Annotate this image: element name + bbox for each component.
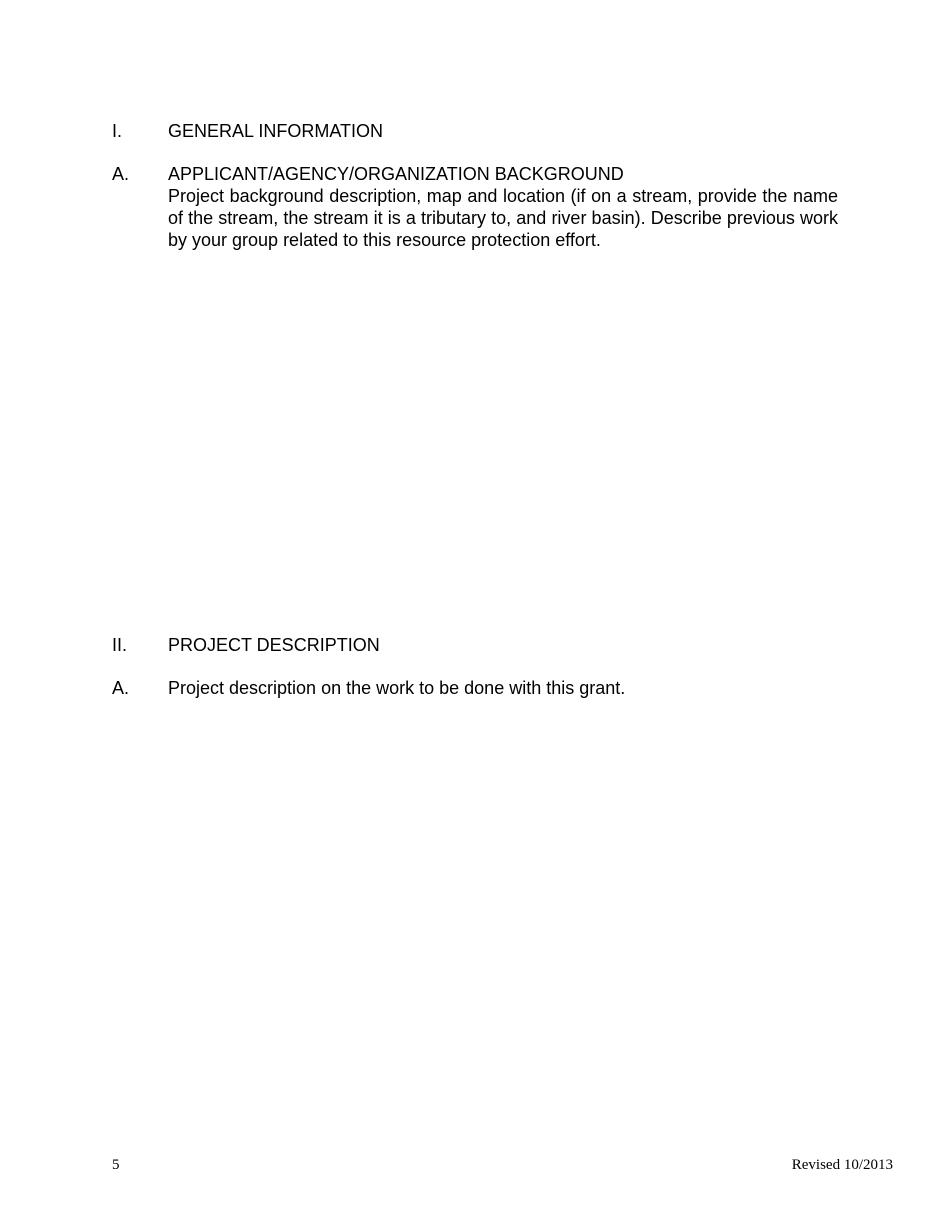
section-2-subsection-a bbox=[112, 677, 838, 699]
section-1-heading bbox=[112, 120, 838, 142]
revision-date: Revised 10/2013 bbox=[791, 1157, 893, 1173]
section-1-subsection-heading: APPLICANT/AGENCY/ORGANIZATION BACKGROUND bbox=[168, 164, 624, 184]
section-2-subsection-body: Project description on the work to be done with this grant. bbox=[168, 678, 626, 698]
section-1-title: GENERAL INFORMATION bbox=[168, 121, 384, 141]
page-number: 5 bbox=[112, 1157, 120, 1173]
section-1-subsection-a bbox=[112, 163, 838, 251]
section-2-subsection-letter: A. bbox=[112, 678, 130, 698]
section-1-subsection-body: Project background description, map and location (if on a stream, provide the name of the stream, the stream it is a tributary to, and river basin). Describe previous work by your group related to this resource protection effort. bbox=[168, 186, 838, 250]
section-2-numeral: II. bbox=[112, 635, 128, 655]
section-1-subsection-letter: A. bbox=[112, 164, 130, 184]
section-2-title: PROJECT DESCRIPTION bbox=[168, 635, 380, 655]
section-1-numeral: I. bbox=[112, 121, 123, 141]
section-2-heading bbox=[112, 634, 838, 656]
